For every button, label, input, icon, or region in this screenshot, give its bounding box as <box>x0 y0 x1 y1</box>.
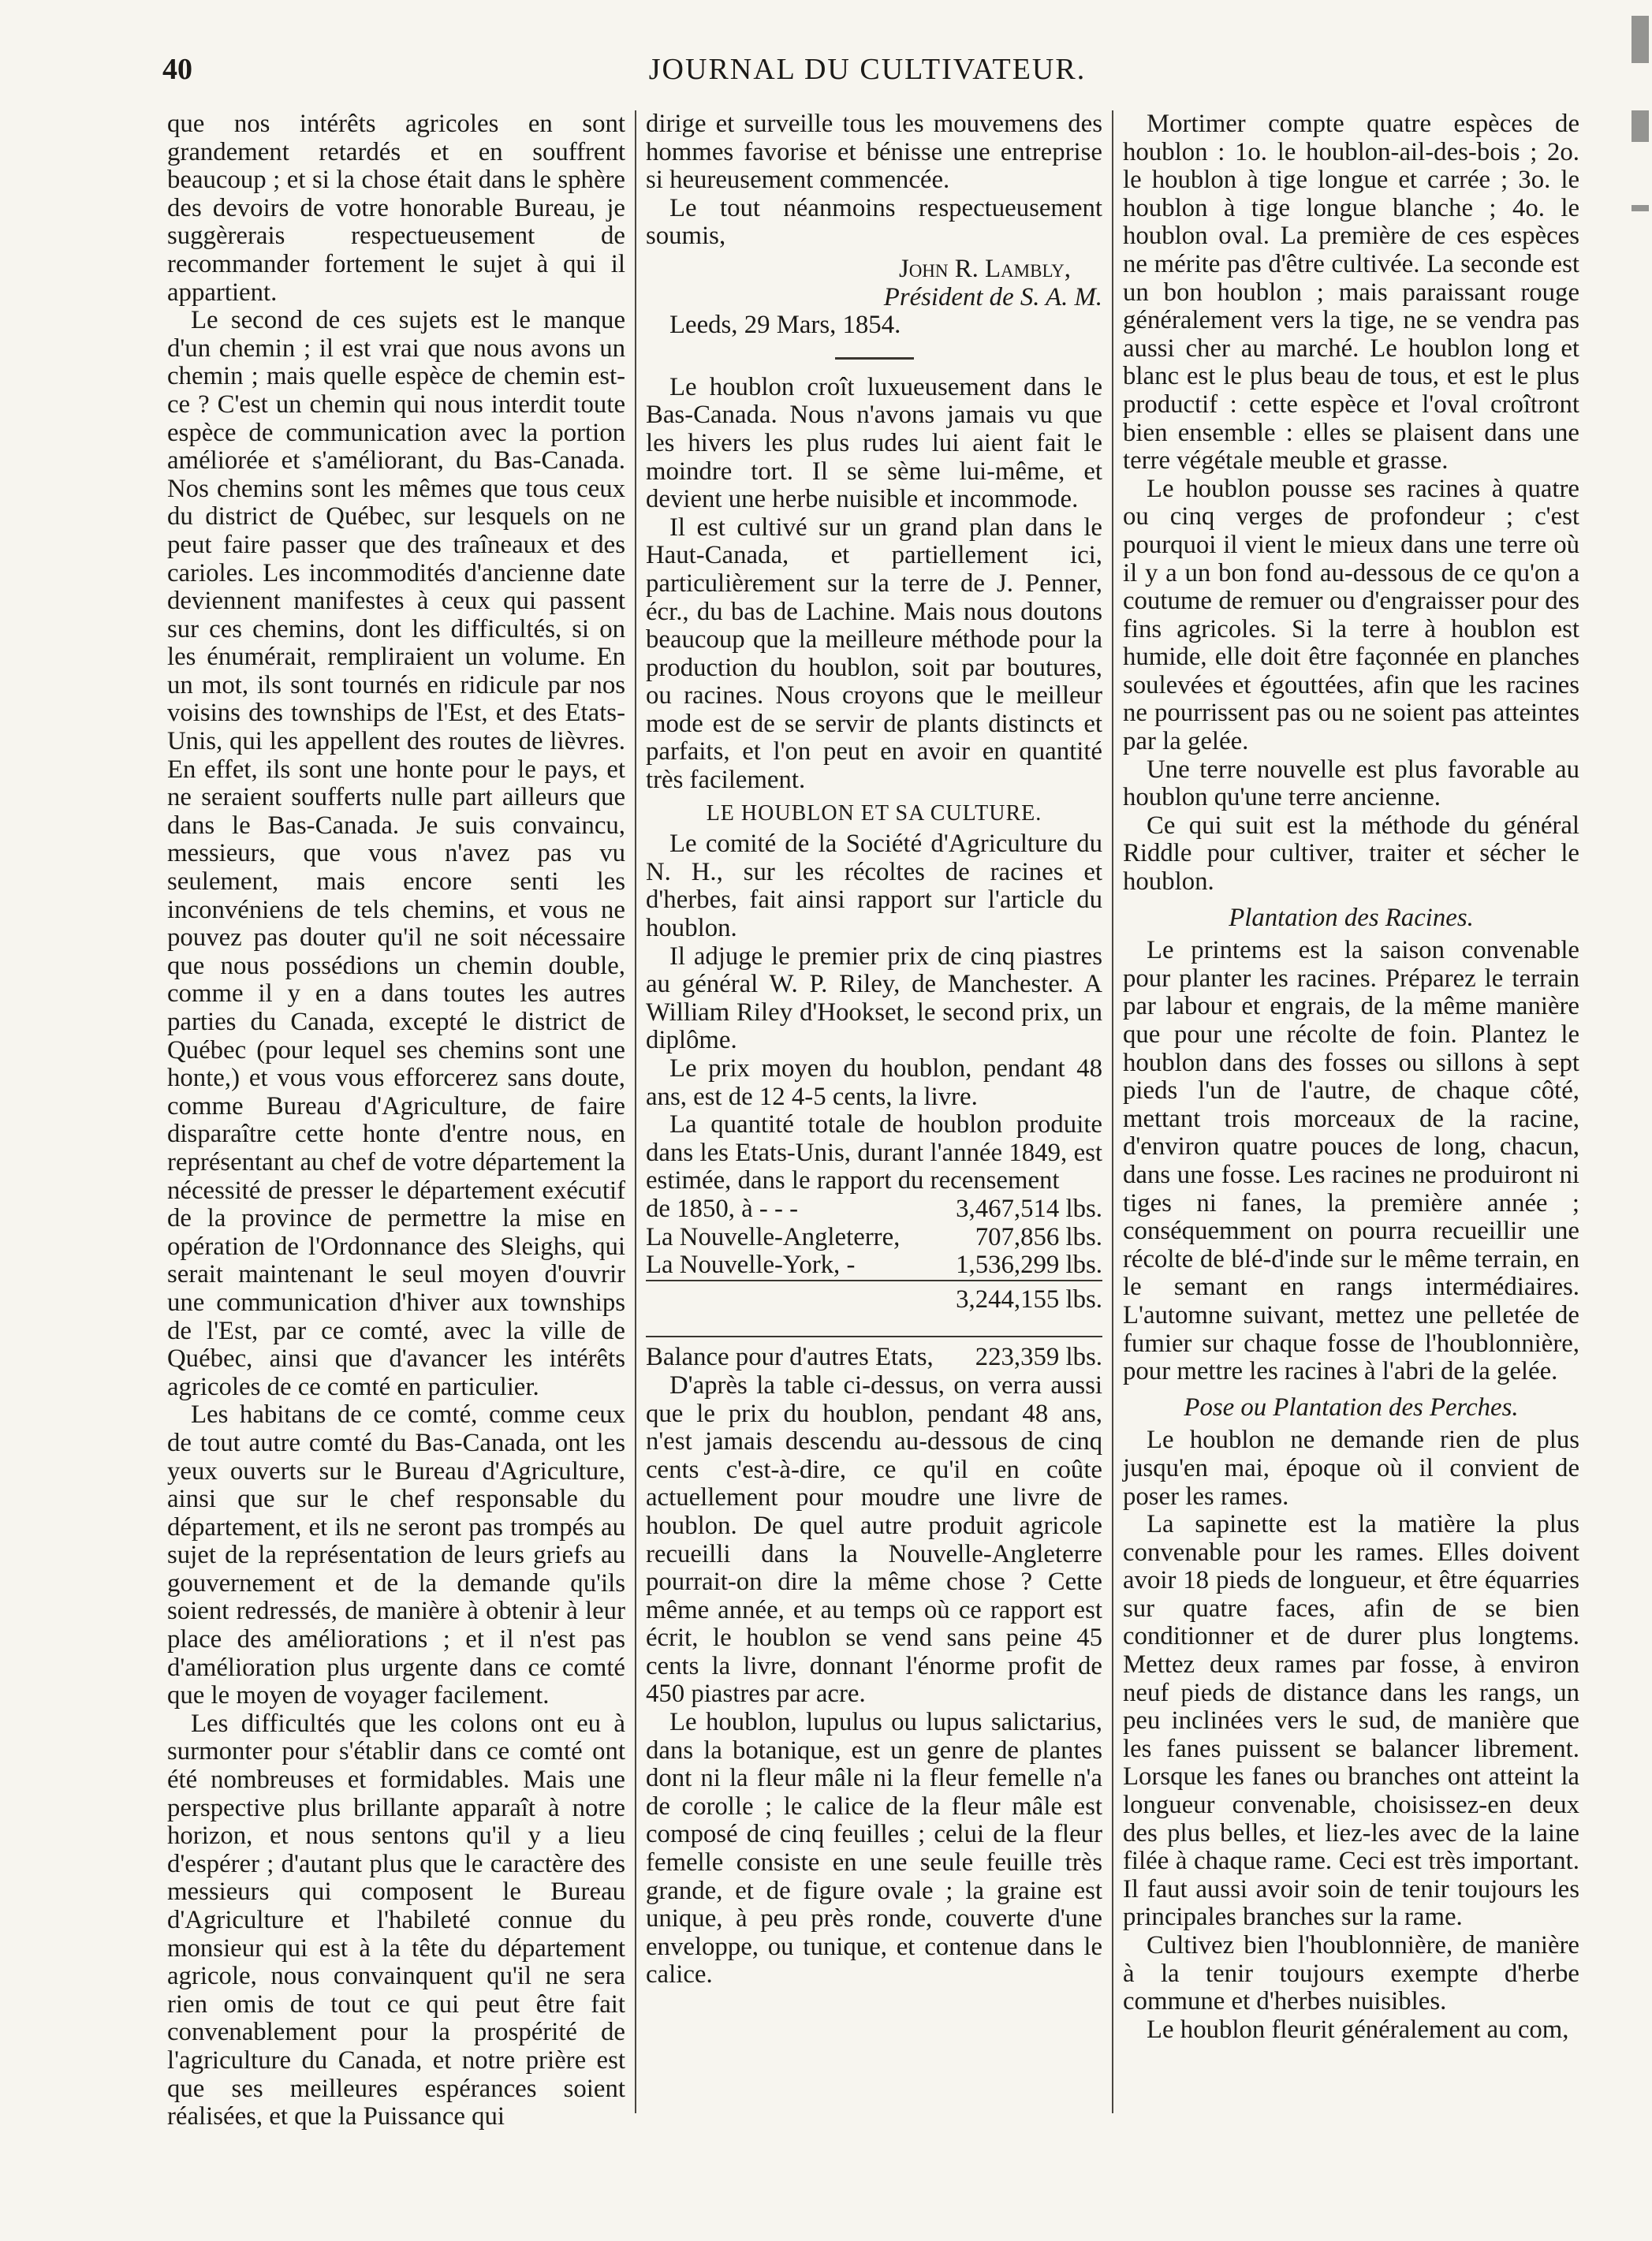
subheading-pose-des-perches: Pose ou Plantation des Perches. <box>1184 1393 1519 1422</box>
scan-edge-marks <box>1625 0 1652 2241</box>
paragraph: Mortimer compte quatre espèces de houblon : 1o. le houblon-ail-des-bois ; 2o. le houblon à tige longue et carrée ; 3o. le houblon à tige longue blanche ; 4o. le houblon oval. La première de ces espèces ne mérite pas d'être cultivée. La seconde est un bon houblon ; mais paraissant rouge généralement vers la tige, ne se vendra pas aussi cher au marché. Le houblon long et blanc est le plus beau de tous, et est le plus productif : cette espèce et l'oval croîtront bien ensemble : elles se plaisent dans une terre végétale meuble et grasse. <box>1123 110 1579 475</box>
paragraph: D'après la table ci-dessus, on verra aussi que le prix du houblon, pendant 48 ans, n'est jamais descendu au-dessous de cinq cents c'est-à-dire, ce qu'il en coûte actuellement pour moudre une livre de houblon. De quel autre produit agricole recueilli dans la Nouvelle-Angleterre pourrait-on dire la même chose ? Cette même année, et au temps où ce rapport est écrit, le houblon se vend sans peine 45 cents la livre, donnant l'énorme profit de 450 piastres par acre. <box>646 1370 1102 1709</box>
table-row <box>646 1251 1102 1281</box>
running-title: JOURNAL DU CULTIVATEUR. <box>648 53 1087 86</box>
paragraph: Ce qui suit est la méthode du général Riddle pour cultiver, traiter et sécher le houblon. <box>1123 811 1579 897</box>
text-columns <box>158 110 1589 2131</box>
paragraph: La quantité totale de houblon produite dans les Etats-Unis, durant l'année 1849, est estimée, dans le rapport du recensement <box>646 1110 1102 1195</box>
paragraph: Il est cultivé sur un grand plan dans le Haut-Canada, et partiellement ici, particulièrement sur la terre de J. Penner, écr., du bas de Lachine. Mais nous doutons beaucoup que la meilleure méthode pour la production du houblon, soit par boutures, ou racines. Nous croyons que le meilleur mode est de se servir de plants distincts et parfaits, et l'on peut en avoir en quantité très facilement. <box>646 513 1102 795</box>
table-cell-value: 1,536,299 lbs. <box>956 1251 1102 1280</box>
signature-block <box>646 255 1102 340</box>
paragraph: Le printems est la saison convenable pour planter les racines. Préparez le terrain par labour et engrais, de la même manière que pour une récolte de foin. Plantez le houblon dans des fosses ou sillons à sept pieds l'un de l'autre, de chaque côté, mettant trois morceaux de la racine, d'environ quatre pouces de long, chacun, dans une fosse. Les racines ne produiront ni tiges ni fanes, la première année ; conséquemment on pourra recueillir une récolte de blé-d'inde sur le même terrain, en le semant en rangs intermédiaires. L'automne suivant, mettez une pelletée de fumier sur chaque fosse de l'houblonnière, pour mettre les racines à l'abri de la gelée. <box>1123 936 1579 1386</box>
table-cell-value: 707,856 lbs. <box>975 1222 1102 1251</box>
paragraph: Les habitans de ce comté, comme ceux de tout autre comté du Bas-Canada, ont les yeux ouverts sur le Bureau d'Agriculture, ainsi que sur le chef responsable du département, et ils ne seront pas trompés au sujet de la représentation de leurs griefs au gouvernement et de la demande qu'ils soient redressés, de manière à obtenir à leur place des améliorations ; et il n'est pas d'amélioration plus urgente dans ce comté que le moyen de voyager facilement. <box>167 1400 625 1710</box>
table-cell-value: 3,467,514 lbs. <box>956 1194 1102 1223</box>
hops-production-table <box>646 1195 1102 1372</box>
signature-date: Leeds, 29 Mars, 1854. <box>669 311 901 340</box>
table-cell-label: La Nouvelle-Angleterre, <box>646 1222 901 1251</box>
column-3 <box>1112 110 1589 2113</box>
paragraph: Le houblon fleurit généralement au com, <box>1147 2015 1569 2044</box>
page-number: 40 <box>162 53 192 86</box>
paragraph: Les difficultés que les colons ont eu à surmonter pour s'établir dans ce comté ont été nombreuses et formidables. Mais une perspective plus brillante apparaît à notre horizon, et nous sentons qu'il y a lieu d'espérer ; d'autant plus que le caractère des messieurs qui composent le Bureau d'Agriculture et l'habileté connue du monsieur qui est à la tête du département agricole, nous convainquent qu'il ne sera rien omis de tout ce qui peut être fait convenablement pour la prospérité de l'agriculture du Canada, et notre prière est que ses meilleures espérances soient réalisées, et que la Puissance qui <box>167 1709 625 2131</box>
table-balance-row <box>646 1337 1102 1372</box>
page-header <box>150 49 1585 96</box>
paragraph: Le second de ces sujets est le manque d'un chemin ; il est vrai que nous avons un chemin ; mais quelle espèce de chemin est-ce ? C'est un chemin qui nous interdit toute espèce de communication avec la portion améliorée et s'améliorant, du Bas-Canada. Nos chemins sont les mêmes que tous ceux du district de Québec, sur lesquels on ne peut faire passer que des traîneaux et des carioles. Les incommodités d'ancienne date deviennent manifestes à ceux qui passent sur ces chemins, dont les difficultés, si on les énumérait, rempliraient un volume. En un mot, ils sont tournés en ridicule par nos voisins des townships de l'Est, et des Etats-Unis, qui les appellent des routes de lièvres. En effet, ils sont une honte pour le pays, et ne seraient soufferts nulle part ailleurs que dans le Bas-Canada. Je suis convaincu, messieurs, que vous n'avez pas vu seulement, mais encore senti les inconvéniens de tels chemins, et vous ne pouvez pas douter qu'il ne soit nécessaire que nous possédions un chemin double, comme il y en a dans toutes les autres parties du Canada, excepté le district de Québec (pour lequel ses chemins sont une honte,) et vous vous efforcerez sans doute, comme Bureau d'Agriculture, de faire disparaître cette honte d'entre nous, en représentant au chef de votre département la nécessité de presser le département exécutif de la province de permettre la mise en opération de l'Ordonnance des Sleighs, qui serait maintenant le seul moyen d'ouvrir une communication d'hiver aux townships de l'Est, par ce comté, avec la ville de Québec, ainsi que d'avancer les intérêts agricoles de ce comté en particulier. <box>167 306 625 1401</box>
table-total-value: 3,244,155 lbs. <box>949 1281 1102 1314</box>
subheading-plantation-des-racines: Plantation des Racines. <box>1229 903 1474 932</box>
table-balance-value: 223,359 lbs. <box>949 1337 1102 1372</box>
paragraph: que nos intérêts agricoles en sont grandement retardés et en souffrent beaucoup ; et si la chose était dans le sphère des devoirs de votre honorable Bureau, je suggèrerais respectueusement de recommander fortement le sujet à qui il appartient. <box>167 110 625 307</box>
paragraph: Le houblon ne demande rien de plus jusqu'en mai, époque où il convient de poser les rames. <box>1123 1426 1579 1511</box>
signature-title: Président de S. A. M. <box>883 282 1102 311</box>
table-row <box>646 1195 1102 1224</box>
paragraph: Le houblon croît luxueusement dans le Bas-Canada. Nous n'avons jamais vu que les hivers les plus rudes lui aient fait le moindre tort. Il se sème lui-même, et devient une herbe nuisible et incommode. <box>646 372 1102 514</box>
column-2 <box>635 110 1112 2113</box>
table-row <box>646 1224 1102 1252</box>
column-1 <box>158 110 635 2131</box>
paragraph: dirige et surveille tous les mouvemens des hommes favorise et bénisse une entreprise si heureusement commencée. <box>646 110 1102 195</box>
paragraph: Cultivez bien l'houblonnière, de manière à la tenir toujours exempte d'herbe commune et d'herbes nuisibles. <box>1123 1931 1579 2016</box>
section-divider <box>835 357 914 360</box>
paragraph: Le houblon pousse ses racines à quatre ou cinq verges de profondeur ; c'est pourquoi il vient le mieux dans une terre où il y a un bon fond au-dessous de ce qu'on a coutume de remuer ou d'engraisser pour des fins agricoles. Si la terre à houblon est humide, elle doit être façonnée en planches soulevées et égouttées, afin que les racines ne pourrissent pas ou ne soient pas atteintes par la gelée. <box>1123 474 1579 756</box>
paragraph: Le tout néanmoins respectueusement soumis, <box>646 193 1102 251</box>
paragraph: Le houblon, lupulus ou lupus salictarius, dans la botanique, est un genre de plantes dont ni la fleur mâle ni la fleur femelle n'a de corolle ; le calice de la fleur mâle est composé de cinq feuilles ; celui de la fleur femelle consiste en une seule feuille très grande, et de figure ovale ; la graine est unique, à peu près ronde, couverte d'une enveloppe, ou tunique, et contenue dans le calice. <box>646 1708 1102 1989</box>
paragraph: La sapinette est la matière la plus convenable pour les rames. Elles doivent avoir 18 pieds de longueur, et être équarries sur quatre faces, afin de se bien conditionner et de durer plus longtems. Mettez deux rames par fosse, à environ neuf pieds de distance dans les rangs, un peu inclinées vers le sud, de manière que les fanes puissent se balancer librement. Lorsque les fanes ou branches ont atteint la longueur convenable, choisissez-en deux des plus belles, et liez-les avec de la laine filée à chaque rame. Ceci est très important. Il faut aussi avoir soin de tenir toujours les principales branches sur la rame. <box>1123 1510 1579 1932</box>
paragraph: Le comité de la Société d'Agriculture du N. H., sur les récoltes de racines et d'herbes, fait ainsi rapport sur l'article du houblon. <box>646 830 1102 943</box>
paragraph: Une terre nouvelle est plus favorable au houblon qu'une terre ancienne. <box>1123 755 1579 812</box>
table-cell-label: La Nouvelle-York, - <box>646 1251 856 1280</box>
paragraph: Il adjuge le premier prix de cinq piastres au général W. P. Riley, de Manchester. A William Riley d'Hookset, le second prix, un diplôme. <box>646 942 1102 1055</box>
table-total-row <box>646 1281 1102 1314</box>
signature-name: John R. Lambly, <box>898 254 1071 283</box>
paragraph: Le prix moyen du houblon, pendant 48 ans, est de 12 4-5 cents, la livre. <box>646 1054 1102 1111</box>
table-balance-label: Balance pour d'autres Etats, <box>646 1337 949 1372</box>
table-cell-label: de 1850, à - - - <box>646 1194 799 1223</box>
section-heading: LE HOUBLON ET SA CULTURE. <box>706 800 1042 826</box>
